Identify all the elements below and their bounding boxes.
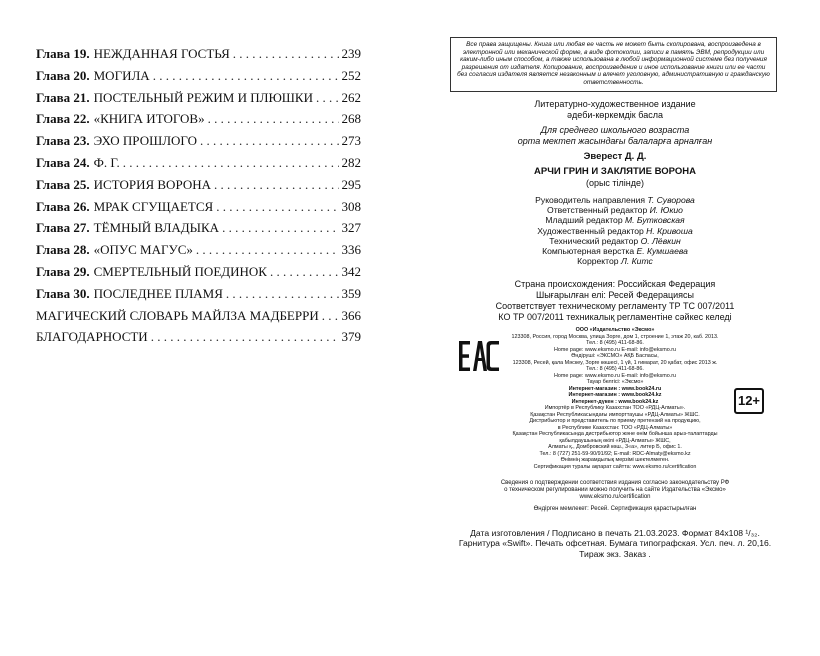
toc-entry — [36, 68, 361, 90]
staff-line — [450, 215, 780, 225]
staff-name: Е. Кумшаева — [636, 246, 688, 257]
toc-chapter-title: ТЁМНЫЙ ВЛАДЫКА — [93, 220, 220, 236]
staff-name: Н. Кривоша — [646, 225, 693, 236]
publisher-line: Интернет-магазин : www.book24.kz — [568, 392, 662, 398]
publisher-line: Тел.: 8 (495) 411-68-86. — [586, 366, 644, 372]
publisher-line: Қазақстан Республикасында дистрибьютор және өнім бойынша арыз-талаптарды — [512, 431, 718, 437]
staff-list — [450, 195, 780, 266]
toc-entry — [36, 329, 361, 351]
toc-chapter-title: ПОСЛЕДНЕЕ ПЛАМЯ — [93, 285, 223, 301]
publisher-info — [450, 327, 780, 470]
publisher-line: Алматы қ., Домбровский көш., 3«а», литер Б, офис 1. — [548, 444, 682, 450]
publisher-line: Интернет-дүкен : www.book24.kz — [571, 398, 659, 405]
toc-chapter-number: Глава 22. — [36, 111, 90, 127]
technical-regulation-kz: КО ТР 007/2011 техникалық регламентіне сәйкес келеді — [498, 312, 732, 322]
toc-entry — [36, 111, 361, 133]
publisher-line: Тел.: 8 (495) 411-68-86. — [586, 340, 644, 346]
toc-entry — [36, 155, 361, 177]
toc-leader-dots — [151, 329, 339, 345]
genre-ru: Литературно-художественное издание — [534, 99, 696, 109]
book-title: АРЧИ ГРИН И ЗАКЛЯТИЕ ВОРОНА — [534, 166, 696, 177]
staff-role: Руководитель направления — [535, 195, 646, 205]
toc-leader-dots — [316, 90, 339, 106]
publisher-line: Қазақстан Республикасындағы импорттаушы «РДЦ-Алматы» ЖШС. — [530, 411, 700, 418]
staff-name: М. Бутковская — [625, 215, 685, 226]
toc-chapter-title: СМЕРТЕЛЬНЫЙ ПОЕДИНОК — [93, 263, 267, 279]
toc-page-number: 366 — [341, 307, 361, 323]
toc-chapter-number: Глава 21. — [36, 89, 90, 105]
publisher-line: 123308, Ресей, қала Мәскеу, Зорге көшесі, 1 үй, 1 ғимарат, 20 қабат, офис 2013 ж. — [512, 359, 718, 366]
staff-line — [450, 195, 780, 205]
certification-info — [450, 480, 780, 501]
toc-entry — [36, 133, 361, 155]
imprint-page — [450, 0, 780, 656]
language-note: (орыс тілінде) — [585, 178, 645, 188]
toc-page-number: 252 — [341, 67, 361, 83]
certification-line: www.eksmo.ru/certification — [579, 494, 651, 500]
audience-ru: Для среднего школьного возраста — [540, 125, 690, 135]
publisher-line: Тауар белгісі: «Эксмо» — [586, 379, 644, 385]
toc-chapter-title: ЭХО ПРОШЛОГО — [93, 133, 197, 149]
toc-chapter-number: Глава 24. — [36, 154, 90, 170]
toc-page-number: 295 — [341, 176, 361, 192]
toc-leader-dots — [123, 155, 339, 171]
toc-chapter-number: Глава 20. — [36, 67, 90, 83]
toc-chapter-number: Глава 25. — [36, 176, 90, 192]
toc-entry — [36, 264, 361, 286]
staff-role: Художественный редактор — [537, 225, 644, 236]
toc-leader-dots — [322, 308, 339, 324]
toc-chapter-title: «КНИГА ИТОГОВ» — [93, 111, 205, 127]
publisher-line: Дистрибьютор и представитель по приему претензий на продукцию, — [529, 418, 701, 424]
genre-kz: әдеби-көркемдік басла — [567, 110, 663, 120]
staff-name: И. Юкио — [649, 205, 683, 216]
toc-leader-dots — [153, 68, 339, 84]
publisher-line: Home page: www.eksmo.ru E-mail: info@eksmo.ru — [553, 372, 676, 379]
staff-role: Компьютерная верстка — [542, 246, 635, 257]
publisher-line: Импортёр в Республику Казахстан ТОО «РДЦ-Алматы». — [544, 405, 686, 411]
toc-entry — [36, 199, 361, 221]
toc-chapter-number: Глава 30. — [36, 285, 90, 301]
audience-kz: орта мектеп жасындағы балаларға арналған — [517, 136, 713, 146]
toc-page-number: 379 — [341, 329, 361, 345]
toc-entry — [36, 242, 361, 264]
certification-line: о техническом регулировании можно получить на сайте Издательства «Эксмо» — [504, 487, 726, 493]
publisher-line: Өнімнің жарамдылық мерзімі шектелмеген. — [560, 457, 670, 463]
toc-leader-dots — [216, 199, 338, 215]
rights-notice: Все права защищены. Книга или любая ее часть не может быть скопирована, воспроизведена в электронной или механической форме, в виде фотокопии, записи в память ЭВМ, репродукции или каким-либо иным способом, а также использована в любой информационной системе без получения разрешения от издателя. Копирование, воспроизведение и иное использование книги или ее части без согласия издателя является незаконным и влечет уголовную, административную и гражданскую ответственность. — [450, 37, 777, 92]
staff-line — [450, 226, 780, 236]
toc-leader-dots — [196, 242, 339, 258]
toc-page-number: 327 — [341, 220, 361, 236]
toc-chapter-number: Глава 23. — [36, 133, 90, 149]
toc-entry — [36, 90, 361, 112]
toc-page-number: 308 — [341, 198, 361, 214]
certification-line: Сведения о подтверждении соответствия издания согласно законодательству РФ — [500, 480, 730, 486]
toc-leader-dots — [226, 286, 339, 302]
staff-line — [450, 246, 780, 256]
staff-line — [450, 205, 780, 215]
print-line: Тираж экз. Заказ . — [579, 548, 651, 559]
toc-chapter-title: МАГИЧЕСКИЙ СЛОВАРЬ МАЙЛЗА МАДБЕРРИ — [36, 307, 319, 323]
toc-leader-dots — [200, 133, 339, 149]
toc-page-number: 262 — [341, 89, 361, 105]
toc-page-number: 268 — [341, 111, 361, 127]
toc-entry — [36, 286, 361, 308]
staff-line — [450, 256, 780, 266]
print-line: Гарнитура «Swift». Печать офсетная. Бумага типографская. Усл. печ. л. 20,16. — [458, 538, 772, 549]
toc-chapter-title: НЕЖДАННАЯ ГОСТЬЯ — [93, 46, 230, 61]
publisher-line: Home page: www.eksmo.ru E-mail: info@eksmo.ru — [553, 346, 676, 353]
origin-kz: Өндірген мемлекет: Ресей. Сертификация қарастырылған — [533, 506, 697, 512]
toc-chapter-number: Глава 26. — [36, 198, 90, 214]
age-rating-badge: 12+ — [734, 388, 764, 414]
toc-leader-dots — [214, 177, 339, 193]
toc-page-number: 273 — [341, 133, 361, 149]
publisher-line: Интернет-магазин : www.book24.ru — [568, 385, 662, 392]
country-kz: Шығарылған елі: Ресей Федерациясы — [535, 290, 695, 300]
staff-name: О. Лёвкин — [640, 235, 681, 246]
country-ru: Страна происхождения: Российская Федерация — [514, 279, 716, 289]
toc-entry — [36, 220, 361, 242]
author: Эверест Д. Д. — [583, 151, 647, 162]
publisher-line: қабылдаушының өкілі «РДЦ-Алматы» ЖШС, — [559, 437, 671, 444]
publisher-line: ООО «Издательство «Эксмо» — [575, 327, 655, 333]
toc-leader-dots — [270, 264, 339, 280]
publisher-line: Өндіруші: «ЭКСМО» АҚБ Баспасы, — [571, 353, 659, 359]
toc-chapter-title: МОГИЛА — [93, 67, 150, 83]
toc-entry — [36, 46, 361, 68]
staff-role: Технический редактор — [549, 235, 639, 246]
toc-leader-dots — [233, 46, 339, 62]
toc-chapter-number: Глава 28. — [36, 242, 90, 258]
print-details — [450, 528, 780, 559]
publisher-line: в Республике Казахстан: ТОО «РДЦ-Алматы» — [557, 424, 673, 431]
toc-chapter-title: МРАК СГУЩАЕТСЯ — [93, 198, 214, 214]
toc-chapter-title: БЛАГОДАРНОСТИ — [36, 329, 148, 345]
toc-chapter-number: Глава 19. — [36, 46, 90, 61]
toc-page-number: 239 — [341, 46, 361, 61]
staff-name: Л. Китс — [620, 256, 653, 267]
toc-leader-dots — [222, 220, 338, 236]
toc-chapter-title: ПОСТЕЛЬНЫЙ РЕЖИМ И ПЛЮШКИ — [93, 89, 313, 105]
staff-role: Корректор — [577, 256, 619, 267]
toc-entry — [36, 177, 361, 199]
toc-leader-dots — [208, 111, 339, 127]
publisher-line: Тел.: 8 (727) 251-59-90/91/92; E-mail: RDC-Almaty@eksmo.kz — [539, 450, 691, 457]
toc-chapter-number: Глава 27. — [36, 220, 90, 236]
publisher-line: 123308, Россия, город Москва, улица Зорге, дом 1, строение 1, этаж 20, каб. 2013. — [511, 333, 719, 340]
staff-name: Т. Суворова — [647, 195, 695, 205]
print-line: Дата изготовления / Подписано в печать 21.03.2023. Формат 84x108 ¹/₃₂. — [470, 528, 760, 538]
staff-line — [450, 236, 780, 246]
staff-role: Младший редактор — [545, 215, 623, 226]
toc-page-number: 336 — [341, 242, 361, 258]
staff-role: Ответственный редактор — [547, 205, 648, 216]
toc-page-number: 359 — [341, 285, 361, 301]
publisher-line: Сертификация туралы ақпарат сайтта: www.eksmo.ru/certification — [533, 463, 697, 470]
toc-entry — [36, 308, 361, 330]
toc-chapter-title: Ф. Г. — [93, 154, 120, 170]
toc-chapter-number: Глава 29. — [36, 263, 90, 279]
toc-chapter-title: «ОПУС МАГУС» — [93, 242, 193, 258]
technical-regulation-ru: Соответствует техническому регламенту ТР ТС 007/2011 — [495, 301, 735, 311]
toc-chapter-title: ИСТОРИЯ ВОРОНА — [93, 176, 211, 192]
toc-page-number: 342 — [341, 263, 361, 279]
table-of-contents — [36, 46, 361, 351]
toc-page-number: 282 — [341, 154, 361, 170]
